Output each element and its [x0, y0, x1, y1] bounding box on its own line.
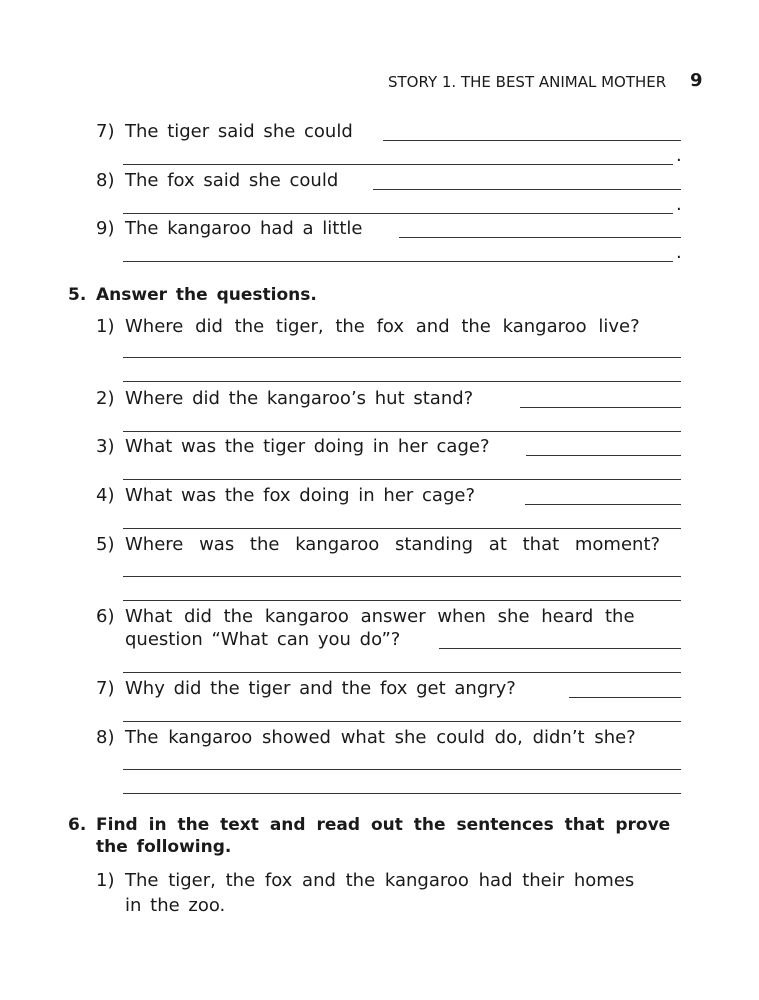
- answer-line[interactable]: [123, 381, 681, 382]
- answer-line[interactable]: [123, 672, 681, 673]
- answer-line[interactable]: [399, 237, 681, 238]
- answer-line[interactable]: [439, 648, 681, 649]
- item-text: The kangaroo had a little: [125, 218, 363, 239]
- question-number: 1): [96, 316, 115, 337]
- question-text: Where did the kangaroo’s hut stand?: [125, 388, 474, 409]
- question-text: The kangaroo showed what she could do, didn’t she?: [125, 727, 636, 748]
- task-number: 5.: [68, 285, 87, 305]
- question-text: Why did the tiger and the fox get angry?: [125, 678, 516, 699]
- answer-line[interactable]: [526, 455, 681, 456]
- answer-line[interactable]: [123, 164, 673, 165]
- page-number: 9: [690, 70, 703, 91]
- question-number: 2): [96, 388, 115, 409]
- question-text-continued: question “What can you do”?: [125, 629, 401, 650]
- question-text: What was the fox doing in her cage?: [125, 485, 476, 506]
- answer-line[interactable]: [520, 407, 681, 408]
- answer-line[interactable]: [123, 431, 681, 432]
- question-number: 5): [96, 534, 115, 555]
- item-text: The tiger, the fox and the kangaroo had their homes: [125, 870, 635, 891]
- task-number: 6.: [68, 815, 87, 835]
- question-text: What was the tiger doing in her cage?: [125, 436, 490, 457]
- answer-line[interactable]: [123, 721, 681, 722]
- task-title: Find in the text and read out the sentences that prove: [96, 815, 671, 835]
- answer-line[interactable]: [383, 140, 681, 141]
- question-number: 3): [96, 436, 115, 457]
- question-text: Where was the kangaroo standing at that moment?: [125, 534, 661, 555]
- answer-line[interactable]: [123, 600, 681, 601]
- item-text: The tiger said she could: [125, 121, 353, 142]
- answer-line[interactable]: [123, 576, 681, 577]
- question-text: Where did the tiger, the fox and the kangaroo live?: [125, 316, 640, 337]
- item-number: 1): [96, 870, 115, 891]
- answer-line[interactable]: [525, 504, 681, 505]
- question-number: 8): [96, 727, 115, 748]
- period: .: [676, 145, 682, 166]
- task-title: Answer the questions.: [96, 285, 317, 305]
- question-number: 4): [96, 485, 115, 506]
- question-number: 6): [96, 606, 115, 627]
- answer-line[interactable]: [123, 213, 673, 214]
- answer-line[interactable]: [123, 357, 681, 358]
- period: .: [676, 242, 682, 263]
- period: .: [676, 194, 682, 215]
- question-number: 7): [96, 678, 115, 699]
- answer-line[interactable]: [123, 479, 681, 480]
- answer-line[interactable]: [123, 793, 681, 794]
- answer-line[interactable]: [373, 189, 681, 190]
- question-text: What did the kangaroo answer when she heard the: [125, 606, 635, 627]
- item-number: 7): [96, 121, 115, 142]
- item-text: The fox said she could: [125, 170, 339, 191]
- item-number: 9): [96, 218, 115, 239]
- answer-line[interactable]: [569, 697, 681, 698]
- item-text-continued: in the zoo.: [125, 895, 226, 916]
- item-number: 8): [96, 170, 115, 191]
- answer-line[interactable]: [123, 261, 673, 262]
- answer-line[interactable]: [123, 528, 681, 529]
- task-title-continued: the following.: [96, 837, 232, 857]
- answer-line[interactable]: [123, 769, 681, 770]
- running-header: STORY 1. THE BEST ANIMAL MOTHER: [388, 73, 667, 91]
